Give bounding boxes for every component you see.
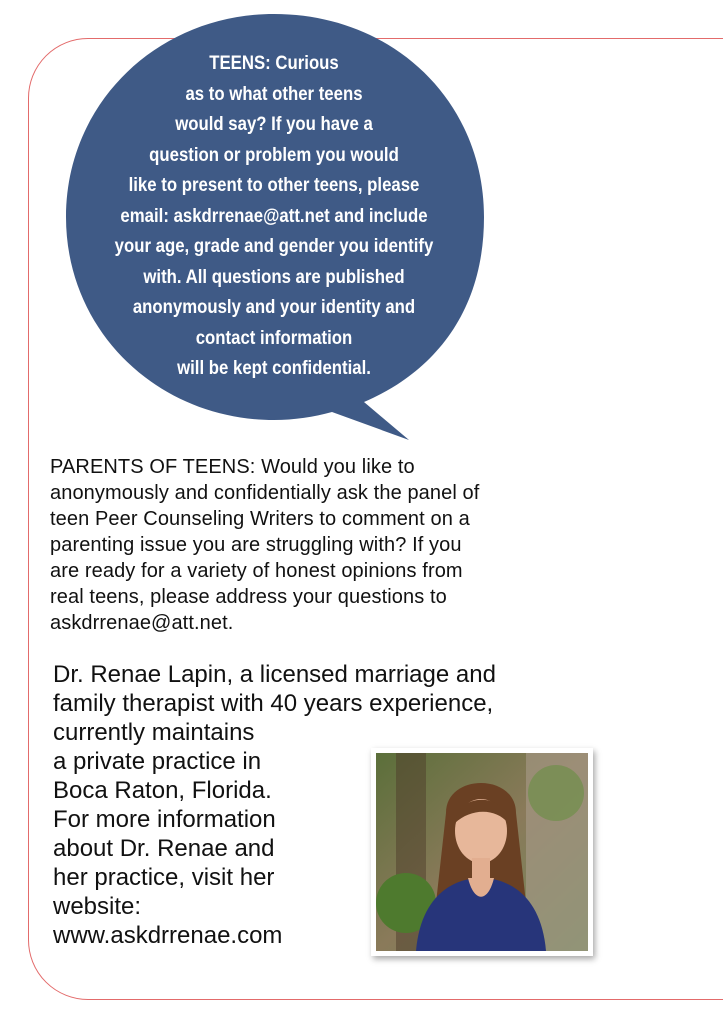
bubble-line: will be kept confidential. xyxy=(177,357,371,379)
bio-line: Dr. Renae Lapin, a licensed marriage and xyxy=(53,661,496,688)
parents-message xyxy=(50,454,610,636)
speech-bubble xyxy=(64,12,484,430)
parents-line: askdrrenae@att.net. xyxy=(50,612,234,634)
bubble-line: contact information xyxy=(195,326,353,349)
bubble-line: question or problem you would xyxy=(149,143,399,166)
parents-line: are ready for a variety of honest opinions from xyxy=(50,560,463,582)
parents-line: real teens, please address your questions to xyxy=(50,586,447,608)
bubble-line: anonymously and your identity and xyxy=(132,296,416,318)
portrait-image xyxy=(376,753,588,951)
bio-line: a private practice in xyxy=(53,748,262,775)
bio-line: Boca Raton, Florida. xyxy=(53,777,272,804)
bubble-line: TEENS: Curious xyxy=(209,52,339,74)
parents-line: parenting issue you are struggling with? If you xyxy=(50,534,462,556)
bubble-line: with. All questions are published xyxy=(143,265,405,288)
parents-line: PARENTS OF TEENS: Would you like to xyxy=(50,456,415,478)
parents-line: teen Peer Counseling Writers to comment on a xyxy=(50,508,470,530)
bubble-line: your age, grade and gender you identify xyxy=(114,235,434,257)
bubble-line: as to what other teens xyxy=(185,82,363,105)
bubble-line: email: askdrrenae@att.net and include xyxy=(120,204,428,227)
bio-line: website: xyxy=(53,893,142,920)
website-link[interactable]: www.askdrrenae.com xyxy=(53,922,283,949)
author-photo xyxy=(371,748,593,956)
teens-message xyxy=(93,48,454,384)
bio-line: about Dr. Renae and xyxy=(53,835,275,862)
bio-line: family therapist with 40 years experience, xyxy=(53,690,494,717)
bubble-line: would say? If you have a xyxy=(175,113,373,135)
bubble-line: like to present to other teens, please xyxy=(128,174,420,196)
bio-line: For more information xyxy=(53,806,276,833)
parents-line: anonymously and confidentially ask the panel of xyxy=(50,482,480,504)
bio-line: currently maintains xyxy=(53,719,255,746)
bio-line: her practice, visit her xyxy=(53,864,275,891)
